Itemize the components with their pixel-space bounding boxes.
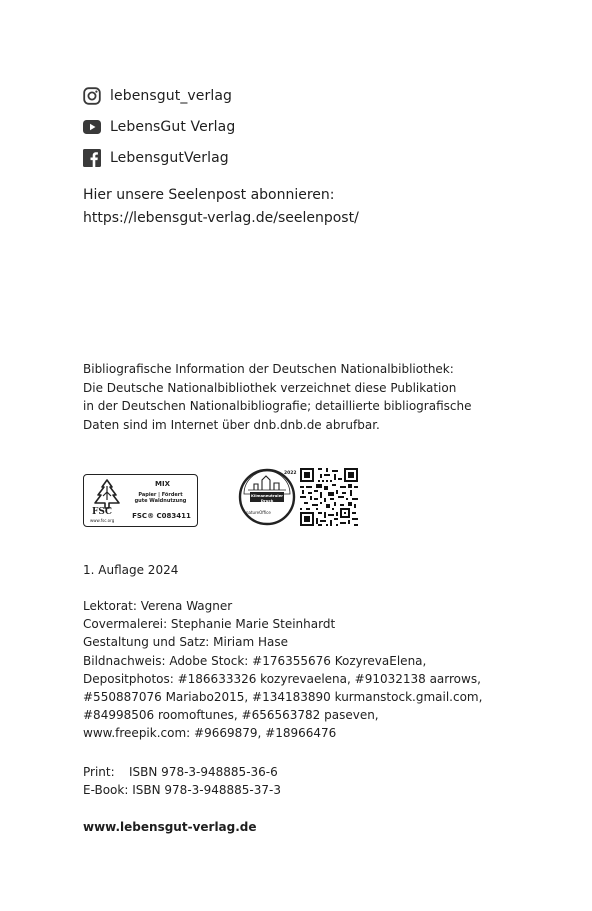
youtube-channel: LebensGut Verlag <box>110 118 236 135</box>
climate-badge-line: Druck <box>260 497 274 503</box>
bibliography-notice <box>83 360 471 434</box>
climate-badge <box>245 494 289 503</box>
credit-line: #84998506 roomoftunes, #656563782 paseven, <box>83 708 379 723</box>
bibliography-line: Bibliografische Information der Deutschen Nationalbibliothek: <box>83 362 454 376</box>
instagram-handle: lebensgut_verlag <box>110 87 233 104</box>
credit-line: www.freepik.com: #9669879, #18966476 <box>83 726 337 741</box>
edition: 1. Auflage 2024 <box>83 563 179 577</box>
isbn-print-label: Print: <box>83 765 115 779</box>
climate-badge-line: Klimaneutraler <box>250 493 284 498</box>
social-youtube[interactable] <box>83 111 235 142</box>
fsc-sub-line: gute Waldnutzung <box>134 498 187 504</box>
social-facebook[interactable] <box>83 142 235 173</box>
credit-line: Bildnachweis: Adobe Stock: #176355676 KozyrevaElena, <box>83 653 427 668</box>
social-instagram[interactable] <box>83 80 235 111</box>
fsc-description <box>128 492 193 504</box>
facebook-page: LebensgutVerlag <box>110 149 229 166</box>
isbn-ebook <box>83 781 281 799</box>
bibliography-line: Daten sind im Internet über dnb.dnb.de abrufbar. <box>83 417 380 432</box>
credit-line: #550887076 Mariabo2015, #134183890 kurmanstock.gmail.com, <box>83 690 483 705</box>
instagram-icon <box>83 87 101 105</box>
qr-code-icon[interactable] <box>300 468 358 526</box>
credits-block <box>83 597 482 743</box>
isbn-ebook-value: ISBN 978-3-948885-37-3 <box>132 783 281 797</box>
isbn-print <box>83 763 281 781</box>
publisher-website[interactable]: www.lebensgut-verlag.de <box>83 820 257 834</box>
certification-logos <box>83 466 373 530</box>
bibliography-line: in der Deutschen Nationalbibliografie; detaillierte bibliografische <box>83 399 472 413</box>
facebook-icon <box>83 149 101 167</box>
climate-year: 2022 <box>284 471 297 476</box>
social-links <box>83 80 235 173</box>
fsc-name: FSC <box>92 507 113 517</box>
newsletter-link[interactable]: https://lebensgut-verlag.de/seelenpost/ <box>83 210 359 226</box>
credit-line: Covermalerei: Stephanie Marie Steinhardt <box>83 617 336 632</box>
fsc-mix: MIX <box>155 480 170 488</box>
credit-line: Lektorat: Verena Wagner <box>83 599 233 613</box>
newsletter-block <box>83 184 359 230</box>
credit-line: Depositphotos: #186633326 kozyrevaelena, #91032138 aarrows, <box>83 671 481 686</box>
fsc-sub-line: Papier | Fördert <box>138 492 183 498</box>
fsc-logo <box>83 474 198 527</box>
isbn-ebook-label: E-Book: <box>83 783 129 797</box>
isbn-block <box>83 763 281 799</box>
bibliography-line: Die Deutsche Nationalbibliothek verzeichnet diese Publikation <box>83 380 457 395</box>
newsletter-text: Hier unsere Seelenpost abonnieren: <box>83 187 335 203</box>
fsc-url: www.fsc.org <box>90 518 115 523</box>
youtube-icon <box>83 118 101 136</box>
isbn-print-value: ISBN 978-3-948885-36-6 <box>129 765 278 779</box>
credit-line: Gestaltung und Satz: Miriam Hase <box>83 635 288 650</box>
fsc-code: FSC® C083411 <box>132 512 191 520</box>
climate-neutral-logo <box>236 466 296 528</box>
climate-brand: natureOffice <box>246 510 271 515</box>
